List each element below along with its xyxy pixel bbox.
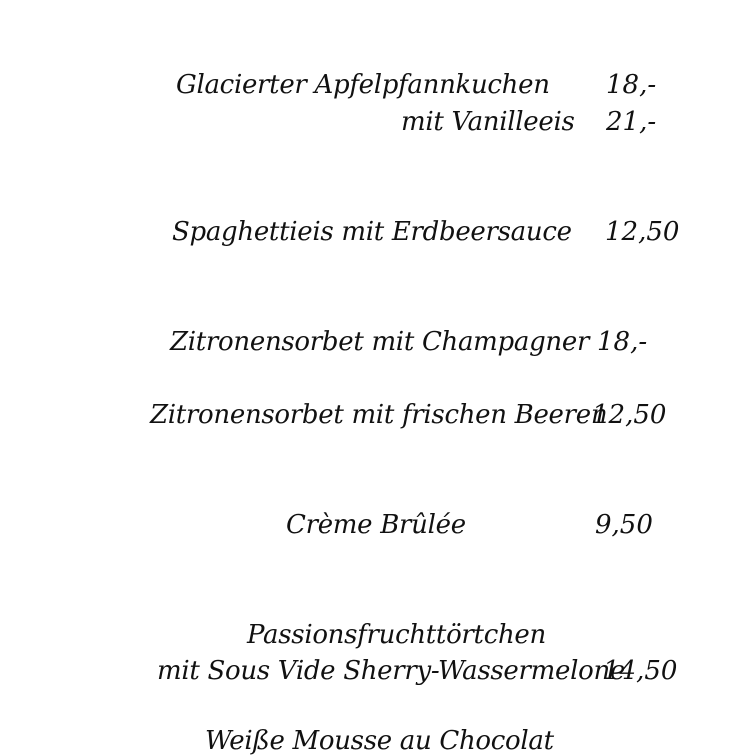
menu-item-name: Passionsfruchttörtchen	[247, 620, 546, 650]
menu-item-name: mit Vanilleeis	[401, 107, 575, 137]
menu-item-price: 18,-	[606, 70, 657, 100]
menu-item-price: 18,-	[597, 327, 648, 357]
menu-item-name: Weiße Mousse au Chocolat	[205, 726, 554, 756]
menu-item-name: Zitronensorbet mit frischen Beeren	[150, 400, 608, 430]
menu-item-name: Glacierter Apfelpfannkuchen	[176, 70, 550, 100]
menu-item-price: 12,50	[605, 217, 680, 247]
menu-item-name: mit Sous Vide Sherry-Wassermelone	[157, 656, 625, 686]
menu-item-name: Zitronensorbet mit Champagner	[170, 327, 590, 357]
menu-item-name: Spaghettieis mit Erdbeersauce	[172, 217, 572, 247]
menu-item-price: 14,50	[603, 656, 678, 686]
menu-item-name: Crème Brûlée	[286, 510, 466, 540]
menu-item-price: 9,50	[595, 510, 653, 540]
menu-item-price: 21,-	[606, 107, 657, 137]
menu-item-price: 12,50	[592, 400, 667, 430]
